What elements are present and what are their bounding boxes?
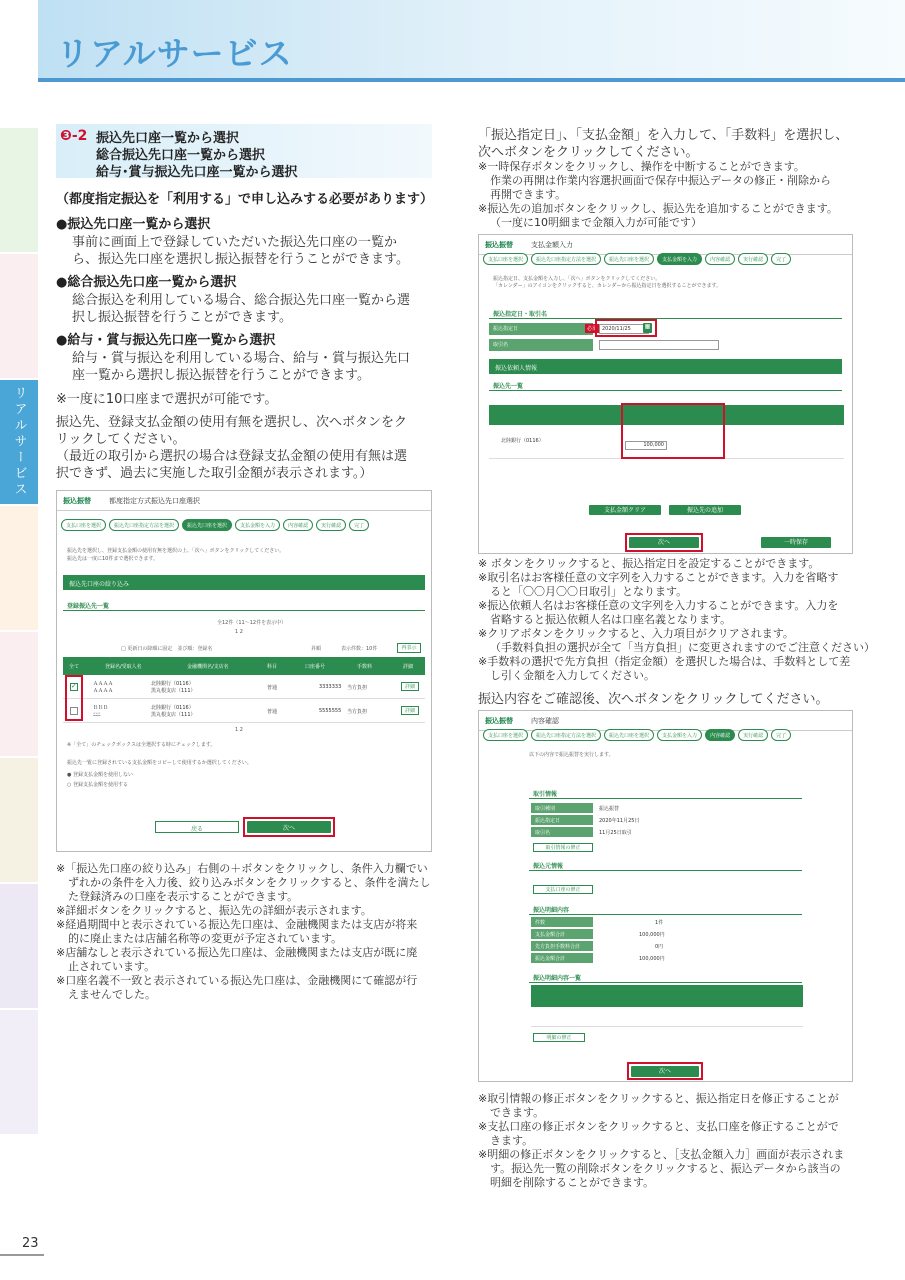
shot3-step-active: 内容確認 [705, 729, 735, 741]
left-note-8: 止されています。 [68, 960, 156, 973]
shot1-next-button[interactable]: 次へ [247, 821, 331, 833]
shot1-row1-branch: 黒丸根支店（111） [151, 688, 196, 694]
shot1-row2-name2: ﾆﾆﾆ [93, 712, 101, 718]
table-row [531, 1007, 803, 1027]
shot1-step: 実行確認 [316, 519, 346, 531]
left-note-4: ※詳細ボタンをクリックすると、振込先の詳細が表示されます。 [56, 904, 372, 917]
shot3-titlebar [479, 711, 852, 731]
right-note2-4: ※振込依頼人名はお客様任意の文字列を入力することができます。入力を [478, 599, 839, 612]
shot3-sec1-rule [529, 798, 802, 799]
screenshot-account-select [56, 490, 432, 852]
bullet-3-title: ●給与・賞与振込先口座一覧から選択 [56, 333, 276, 348]
shot3-step: 支払金額を入力 [657, 729, 702, 741]
shot2-sec1-rule [489, 318, 842, 319]
shot1-next-highlight [243, 817, 335, 837]
left-note-6: 的に廃止または店舗名称等の変更が予定されています。 [68, 932, 343, 945]
shot1-redisplay-button[interactable]: 再表示 [397, 643, 421, 653]
shot2-titlebar [479, 235, 852, 255]
shot3-fix-trade-button[interactable]: 取引情報の修正 [533, 843, 593, 852]
shot3-next-highlight [627, 1062, 703, 1080]
shot2-step: 完了 [771, 253, 791, 265]
shot1-row2-name: ＢＢＢ [93, 705, 109, 711]
shot3-r2-value: 2020年11月25日 [599, 818, 640, 824]
shot2-next-highlight [625, 533, 703, 552]
right-note2-6: ※クリアボタンをクリックすると、入力項目がクリアされます。 [478, 627, 794, 640]
instr-line-4: 択できず、過去に実施した取引金額が表示されます。） [56, 466, 373, 481]
bullet-2-title: ●総合振込先口座一覧から選択 [56, 275, 237, 290]
shot3-r1-label: 取引種別 [531, 803, 593, 813]
shot1-filter-label: 振込先口座の絞り込み [69, 581, 130, 588]
side-tab-6 [0, 758, 38, 884]
right-note3-6: す。振込先一覧の削除ボタンをクリックすると、振込データから該当の [490, 1162, 841, 1175]
shot1-col-bank: 金融機関名/支店名 [187, 664, 229, 670]
shot2-title: 支払金額入力 [531, 241, 573, 249]
shot1-row1-bank: 北陸銀行（0116） [151, 681, 194, 687]
right-note3-4: きます。 [490, 1134, 534, 1147]
side-tab-5 [0, 632, 38, 758]
shot3-r3-value: 11月25日取引 [599, 830, 632, 836]
shot1-step: 支払金額を入力 [235, 519, 280, 531]
shot1-step: 内容確認 [283, 519, 313, 531]
shot1-all-note: ※「全て」のチェックボックスは全選択する時にチェックします。 [67, 742, 216, 748]
shot3-guide: 以下の内容で振込振替を実行します。 [529, 752, 614, 758]
page-number: 23 [22, 1236, 39, 1251]
shot2-step: 振込先口座指定方法を選択 [531, 253, 601, 265]
screenshot-confirm [478, 710, 853, 1082]
shot3-title: 内容確認 [531, 717, 559, 725]
table-row [63, 699, 425, 723]
shot3-step: 実行確認 [738, 729, 768, 741]
shot1-radio-2[interactable]: ○ 登録支払金額を使用する [67, 782, 128, 788]
bullet-1-line-1: 事前に画面上で登録していただいた振込先口座の一覧か [72, 235, 398, 250]
shot1-step: 支払口座を選択 [61, 519, 106, 531]
check-icon: ✓ [71, 682, 77, 690]
shot1-col-all: 全て [69, 664, 80, 670]
shot2-date-input[interactable]: 2020/11/25 [599, 324, 649, 334]
shot1-step: 振込先口座指定方法を選択 [109, 519, 179, 531]
shot3-s3r2-value: 100,000円 [639, 932, 665, 938]
page-title: リアルサービス [56, 34, 293, 73]
requirement-note: （都度指定振込を「利用する」で申し込みする必要があります） [56, 192, 434, 207]
side-tab-7 [0, 884, 38, 1010]
shot2-sec3: 振込先一覧 [493, 383, 524, 390]
page-number-rule [0, 1254, 44, 1256]
side-tab-2 [0, 254, 38, 380]
shot3-sec2-rule [529, 870, 802, 871]
right-instr2: 振込内容をご確認後、次へボタンをクリックしてください。 [478, 692, 829, 707]
bullet-2-line-2: 択し振込振替を行うことができます。 [72, 310, 292, 325]
shot1-row2-branch: 黒丸根支店（111） [151, 712, 196, 718]
shot1-row2-fee: 当方負担 [347, 709, 368, 715]
right-note2-2: ※取引名はお客様任意の文字列を入力することができます。入力を省略す [478, 571, 839, 584]
shot1-guide-text: 振込先を選択し、登録支払金額の使用有無を選択の上、「次へ」ボタンをクリックしてください。 [67, 548, 285, 554]
table-row [63, 675, 425, 699]
shot2-date-highlight [595, 319, 657, 337]
right-note-1: ※一時保存ボタンをクリックし、操作を中断することができます。 [478, 160, 805, 173]
shot1-per-page[interactable]: 表示件数：10件 [341, 646, 378, 652]
shot3-s3r1-value: 1件 [655, 920, 664, 926]
shot1-col-detail: 詳細 [403, 664, 414, 670]
shot3-step: 支払口座を選択 [483, 729, 528, 741]
right-note2-7: （手数料負担の選択が全て「当方負担」に変更されますのでご注意ください） [490, 641, 875, 654]
shot2-sec1: 振込指定日・取引名 [493, 311, 548, 318]
section-heading [56, 124, 432, 178]
right-instr-1: 「振込指定日」、「支払金額」を入力して、「手数料」を選択し、 [478, 128, 849, 143]
shot1-pagination-bottom[interactable]: 1 2 [235, 727, 243, 733]
shot2-step: 内容確認 [705, 253, 735, 265]
right-note3-7: 明細を削除することができます。 [490, 1176, 655, 1189]
shot2-sec2: 振込依頼人情報 [495, 365, 538, 372]
shot1-pagination[interactable]: 1 2 [235, 629, 243, 635]
side-tab-4 [0, 506, 38, 632]
shot3-s3r3-value: 0円 [655, 944, 664, 950]
shot1-list-rule [63, 610, 425, 611]
shot1-row1-fee: 当方負担 [347, 685, 368, 691]
shot3-s3r4-value: 100,000円 [639, 956, 665, 962]
shot3-sec4: 振込明細内容一覧 [533, 975, 582, 982]
shot1-row2-bank: 北陸銀行（0116） [151, 705, 194, 711]
left-note-7: ※店舗なしと表示されている振込先口座は、金融機関または支店が既に廃 [56, 946, 418, 959]
shot1-order[interactable]: 昇順 [311, 646, 322, 652]
calendar-icon[interactable]: ▦ [643, 323, 652, 333]
shot1-checkbox-highlight [65, 675, 83, 721]
shot1-back-button[interactable]: 戻る [155, 821, 239, 833]
right-note2-9: し引く金額を入力してください。 [490, 669, 655, 682]
shot1-sort: 登録名 [197, 646, 213, 652]
shot2-save-button[interactable]: 一時保存 [761, 537, 831, 548]
shot1-radio-1-label: 登録支払金額を使用しない [72, 772, 133, 778]
section-number: ❸-2 [60, 128, 88, 144]
shot3-s3r3-label: 先方負担手数料合計 [531, 941, 593, 951]
shot2-sender-band[interactable] [489, 359, 842, 374]
shot1-count: 全12件（11〜12件を表示中） [217, 620, 287, 626]
shot1-app-name: 振込振替 [63, 497, 91, 505]
shot1-guide-text-2: 振込先は一度に10件まで選択できます。 [67, 556, 158, 562]
left-note-1: ※「振込先口座の絞り込み」右側の＋ボタンをクリックし、条件入力欄でい [56, 862, 428, 875]
left-note-3: た登録済みの口座を表示することができます。 [68, 890, 299, 903]
shot3-app-name: 振込振替 [485, 717, 513, 725]
side-tab-label: リアルサービス [11, 386, 27, 498]
section-line-2: 総合振込先口座一覧から選択 [96, 148, 266, 163]
shot1-titlebar [57, 491, 431, 511]
shot3-r1-value: 振込振替 [599, 806, 620, 812]
shot2-name-label: 取引名 [489, 339, 593, 351]
shot1-radio-2-label: 登録支払金額を使用する [72, 782, 128, 788]
shot2-guide-2: 「カレンダー」のアイコンをクリックすると、カレンダーから振込指定日を選択することができます。 [493, 283, 722, 289]
shot2-step-active: 支払金額を入力 [657, 253, 702, 265]
shot1-col-type: 科目 [267, 664, 278, 670]
shot2-step: 支払口座を選択 [483, 253, 528, 265]
shot3-s3r2-label: 支払金額合計 [531, 929, 593, 939]
shot3-fix-detail-button[interactable]: 明細の修正 [533, 1033, 585, 1042]
side-tab-8 [0, 1010, 38, 1136]
shot2-row-bank: 北陸銀行（0116） [501, 438, 544, 444]
shot2-name-input[interactable] [599, 340, 719, 350]
shot2-next-button[interactable]: 次へ [629, 537, 699, 548]
shot2-date-label: 振込指定日 [489, 323, 593, 335]
left-note-5: ※経過期間中と表示されている振込先口座は、金融機関または支店が将来 [56, 918, 418, 931]
shot2-steps [483, 253, 848, 265]
right-note-5: （一度に10明細まで金額入力が可能です） [490, 216, 702, 229]
shot1-sort-row[interactable]: □ 更新日の降順に固定 並び順：登録名 [121, 646, 213, 652]
shot2-amount-input[interactable]: 100,000 [625, 441, 667, 450]
bullet-3-line-1: 給与・賞与振込を利用している場合、給与・賞与振込先口 [72, 351, 411, 366]
instr-line-2: リックしてください。 [56, 432, 186, 447]
section-line-3: 給与･賞与振込先口座一覧から選択 [96, 165, 298, 180]
shot3-r2-label: 振込指定日 [531, 815, 593, 825]
shot3-next-button[interactable]: 次へ [631, 1066, 699, 1077]
shot2-sec3-rule [489, 390, 842, 391]
section-line-1: 振込先口座一覧から選択 [96, 131, 240, 146]
shot1-row1-detail-button[interactable]: 詳細 [401, 682, 419, 691]
shot1-list-title: 登録振込先一覧 [67, 603, 110, 610]
shot3-table-header [531, 985, 803, 1007]
shot1-col-acct: 口座番号 [305, 664, 326, 670]
right-note-3: 再開できます。 [490, 188, 567, 201]
shot2-amount-highlight [621, 403, 725, 459]
right-instr-2: 次へボタンをクリックしてください。 [478, 145, 699, 160]
shot1-row1-acct: 3333333 [319, 684, 342, 690]
right-note3-3: ※支払口座の修正ボタンをクリックすると、支払口座を修正することがで [478, 1120, 839, 1133]
bullet-3-line-2: 座一覧から選択し振込振替を行うことができます。 [72, 368, 370, 383]
shot2-clear-button[interactable]: 支払金額クリア [589, 505, 661, 515]
shot1-row1-type: 普通 [267, 685, 278, 691]
shot1-step: 完了 [349, 519, 369, 531]
right-note2-3: ると「〇〇月〇〇日取引」となります。 [490, 585, 688, 598]
shot1-row2-acct: 5555555 [319, 708, 342, 714]
right-note2-5: 省略すると振込依頼人名は口座名義となります。 [490, 613, 732, 626]
shot1-step-active: 振込先口座を選択 [182, 519, 232, 531]
shot3-s3r1-label: 件数 [531, 917, 593, 927]
shot3-r3-label: 取引名 [531, 827, 593, 837]
bullet-1-title: ●振込先口座一覧から選択 [56, 217, 211, 232]
right-note2-8: ※手数料の選択で先方負担（指定金額）を選択した場合は、手数料として差 [478, 655, 851, 668]
shot2-required-badge: 必須 [587, 326, 598, 332]
shot3-step: 振込先口座指定方法を選択 [531, 729, 601, 741]
shot1-row1-name: ＡＡＡＡ [93, 681, 114, 687]
right-note3-2: できます。 [490, 1106, 545, 1119]
right-note3-1: ※取引情報の修正ボタンをクリックすると、振込指定日を修正することが [478, 1092, 839, 1105]
shot3-sec3-rule [529, 914, 802, 915]
left-note-2: ずれかの条件を入力後、絞り込みボタンをクリックすると、条件を満たし [68, 876, 431, 889]
right-note2-1: ※ ボタンをクリックすると、振込指定日を設定することができます。 [478, 557, 820, 570]
shot2-step: 振込先口座を選択 [604, 253, 654, 265]
left-note-10: えませんでした。 [68, 988, 156, 1001]
shot1-col-fee: 手数料 [357, 664, 373, 670]
shot1-row2-type: 普通 [267, 709, 278, 715]
left-note-9: ※口座名義不一致と表示されている振込先口座は、金融機関にて確認が行 [56, 974, 418, 987]
bullet-2-line-1: 総合振込を利用している場合、総合振込先口座一覧から選 [72, 293, 411, 308]
shot3-s3r4-label: 振込金額合計 [531, 953, 593, 963]
header-left-blank [0, 0, 38, 82]
side-tab-1 [0, 128, 38, 254]
shot3-fix-account-button[interactable]: 支払口座の修正 [533, 885, 593, 894]
shot2-step: 実行確認 [738, 253, 768, 265]
shot1-row1-name2: ＡＡＡＡ [93, 688, 114, 694]
shot2-add-button[interactable]: 振込先の追加 [669, 505, 741, 515]
shot1-filter-band[interactable] [63, 575, 425, 590]
shot3-step: 振込先口座を選択 [604, 729, 654, 741]
shot3-sec4-rule [529, 982, 802, 983]
shot3-sec3: 振込明細内容 [533, 907, 570, 914]
shot1-radio-1[interactable]: ● 登録支払金額を使用しない [67, 772, 133, 778]
shot1-title: 都度指定方式振込先口座選択 [109, 497, 200, 505]
right-note-4: ※振込先の追加ボタンをクリックし、振込先を追加することができます。 [478, 202, 838, 215]
shot2-app-name: 振込振替 [485, 241, 513, 249]
shot1-col-name: 登録名/受取人名 [105, 664, 142, 670]
side-tab-real-service [0, 380, 38, 506]
screenshot-amount-input [478, 234, 853, 554]
shot1-amount-note: 振込先一覧に登録されている支払金額をコピーして使用するか選択してください。 [67, 760, 252, 766]
side-tabs [0, 128, 38, 1136]
bullet-1-line-2: ら、振込先口座を選択し振込振替を行うことができます。 [72, 252, 409, 267]
instr-line-1: 振込先、登録支払金額の使用有無を選択し、次へボタンをク [56, 415, 408, 430]
shot1-steps [61, 519, 427, 531]
right-note3-5: ※明細の修正ボタンをクリックすると、［支払金額入力］画面が表示されま [478, 1148, 845, 1161]
shot3-steps [483, 729, 848, 741]
instr-line-3: （最近の取引から選択の場合は登録支払金額の使用有無は選 [56, 449, 408, 464]
shot1-row2-detail-button[interactable]: 詳細 [401, 706, 419, 715]
limit-note: ※一度に10口座まで選択が可能です。 [56, 392, 278, 407]
shot3-step: 完了 [771, 729, 791, 741]
shot2-guide: 振込指定日、支払金額を入力し、「次へ」ボタンをクリックしてください。 [493, 276, 661, 282]
right-note-2: 作業の再開は作業内容選択画面で保存中振込データの修正・削除から [490, 174, 831, 187]
shot3-sec1: 取引情報 [533, 791, 558, 798]
shot3-sec2: 振込元情報 [533, 863, 564, 870]
